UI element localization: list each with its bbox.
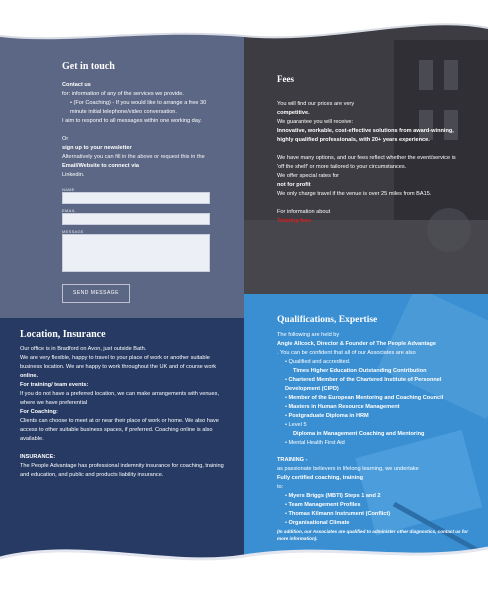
fees-p1: You will find our prices are very [277,101,355,107]
location-title: Location, Insurance [20,329,106,340]
training-item: • Myers Briggs (MBTI) Steps 1 and 2 [285,493,381,499]
contact-respond: I aim to respond to all messages within one working day. [62,118,202,124]
qualification-item: • Mental Health First Aid [285,440,345,446]
fees-title: Fees [277,74,294,84]
qualifications-list [285,358,477,448]
qual-p2: Angie Allcock, Director & Founder of The People Advantage [277,341,437,347]
fees-p8: We only charge travel if the venue is over 25 miles from BA15. [277,191,432,197]
qualifications-content [277,316,477,542]
qualification-item: • Level 5 [285,422,307,428]
fees-p2: competitive. [277,110,310,116]
qual-p3: . You can be confident that all of our Associates are also [277,350,416,356]
qual-t2: Fully certified coaching, training [277,475,364,481]
qualification-item: • Member of the European Mentoring and Coaching Council [285,395,444,401]
qualifications-title: Qualifications, Expertise [277,315,378,325]
fees-p4: Innovative, workable, cost-effective solutions from award-winning, highly qualified professionals, with 20+ years experience. [277,128,454,143]
name-input[interactable] [62,192,210,204]
send-message-button[interactable]: SEND MESSAGE [62,284,130,303]
message-label: MESSAGE [62,229,84,234]
location-content [20,330,228,480]
location-p5: Clients can choose to meet at or near their place of work or home. We also have access to other suitable business spaces, if preferred. Coaching online is also available. [20,418,219,442]
contact-heading: Contact us [62,82,91,88]
location-p3: online. [20,373,39,379]
linkedin-link[interactable]: Linkedin. [62,172,85,178]
contact-title: Get in touch [62,61,115,72]
contact-or: Or [62,136,69,142]
training-list [285,492,477,528]
training-item: • Organisational Climate [285,520,350,526]
contact-bullet: • (For Coaching) - If you would like to arrange a free 30 minute initial telephone/video conversation. [70,100,207,115]
fees-content [277,75,457,226]
fees-p9: For information about [277,209,331,215]
fees-p7: not for profit [277,182,311,188]
fees-p6: We offer special rates for [277,173,339,179]
location-p2: We are very flexible, happy to travel to your place of work or another suitable business location. We are happy to work throughout the UK and of course work [20,355,217,370]
training-item: • Thomas Kilmann Instrument (Conflict) [285,511,391,517]
qualification-item: Times Higher Education Outstanding Contribution [293,368,427,374]
contact-content [62,62,222,303]
qual-training-heading: TRAINING - [277,457,308,463]
insurance-heading: INSURANCE: [20,454,56,460]
coaching-heading: For Coaching: [20,409,58,415]
location-p1: Our office is in Bradford on Avon, just outside Bath. [20,346,147,352]
top-wave-decoration [0,0,488,60]
training-fees-link[interactable]: Training fees [277,218,312,224]
email-input[interactable] [62,213,210,225]
newsletter-link[interactable]: sign up to your newsletter [62,145,132,151]
qualification-item: • Postgraduate Diploma in HRM [285,413,369,419]
contact-overlap: Alternatively you can fill in the above or request this in the [62,154,205,160]
qual-p1: The following are held by [277,332,340,338]
qualification-item: • Masters in Human Resource Management [285,404,400,410]
qualification-item: • Chartered Member of the Chartered Institute of Personnel Development (CIPD) [285,377,442,392]
fees-p5: We have many options, and our fees reflect whether the event/service is 'off the shelf' or more tailored to your circumstances. [277,155,456,170]
message-textarea[interactable] [62,234,210,272]
qual-t3: to: [277,484,284,490]
location-p4: If you do not have a preferred location, we can make arrangements with venues, where we have preferential [20,391,220,406]
contact-line: for: information of any of the services we provide. [62,91,184,97]
qual-t1: as passionate believers in lifelong learning, we undertake [277,466,419,472]
fees-p3: We guarantee you will receive: [277,119,354,125]
qualification-item: • Qualified and accredited. [285,359,351,365]
training-item: • Team Management Profiles [285,502,361,508]
contact-overlap-2: Email/Website to connect via [62,163,139,169]
name-label: NAME [62,187,75,192]
location-p6: The People Advantage has professional indemnity insurance for coaching, training and education, and public and products liability insurance. [20,463,224,478]
qual-note: (In addition, our Associates are qualified to administer other diagnostics, contact us for more information). [277,529,469,541]
training-heading: For training/ team events: [20,382,89,388]
qualification-item: Diploma in Management Coaching and Mentoring [293,431,425,437]
email-label: EMAIL [62,208,76,213]
